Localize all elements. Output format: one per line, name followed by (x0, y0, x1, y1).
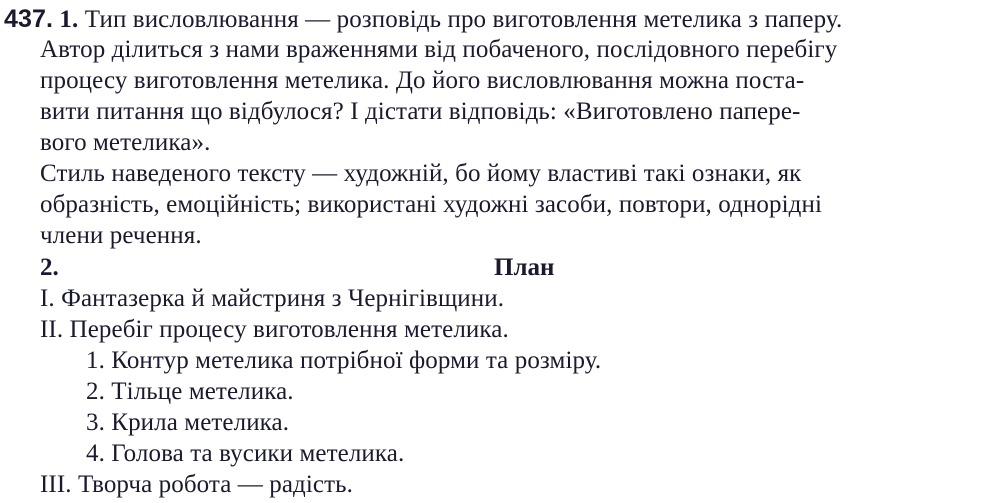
part2-marker: 2. (40, 254, 59, 281)
exercise-number: 437. (4, 5, 54, 33)
paragraph2-line3: члени речення. (40, 222, 202, 249)
paragraph1-line4: вити питання що відбулося? І дістати відповідь: «Виготовлено папере- (40, 98, 801, 125)
part1-marker: 1. (59, 6, 79, 33)
plan-subitem-1: 1. Контур метелика потрібної форми та розміру. (86, 347, 602, 374)
plan-title: План (494, 254, 555, 281)
paragraph2-line1: Стиль наведеного тексту — художній, бо йому властиві такі ознаки, як (40, 160, 802, 187)
plan-item-3: ІІІ. Творча робота — радість. (40, 471, 353, 498)
plan-item-1: І. Фантазерка й майстриня з Чернігівщини. (40, 285, 505, 312)
paragraph1-line1 (4, 4, 842, 35)
paragraph2-line2: образність, емоційність; використані художні засоби, повтори, однорідні (40, 191, 823, 218)
paragraph1-line5: вого метелика». (40, 129, 211, 156)
paragraph1-line2: Автор ділиться з нами враженнями від побаченого, послідовного перебігу (40, 36, 838, 63)
plan-subitem-2: 2. Тільце метелика. (86, 378, 294, 405)
paragraph1-line3: процесу виготовлення метелика. До його висловлювання можна поста- (40, 67, 805, 94)
plan-item-2: ІІ. Перебіг процесу виготовлення метелика. (40, 316, 509, 343)
plan-subitem-4: 4. Голова та вусики метелика. (86, 440, 405, 467)
paragraph1-text-1: Тип висловлювання — розповідь про виготовлення метелика з паперу. (84, 6, 843, 33)
plan-subitem-3: 3. Крила метелика. (86, 409, 290, 436)
